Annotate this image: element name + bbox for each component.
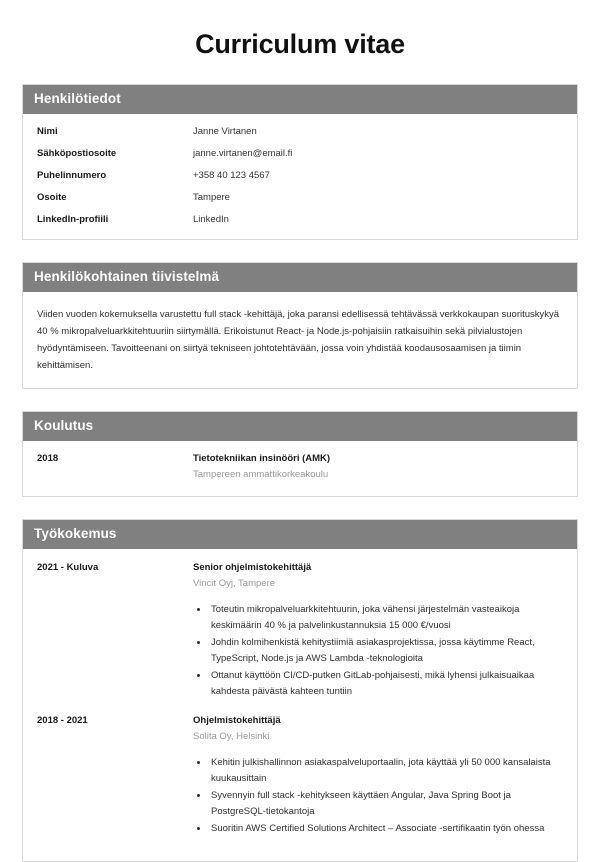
info-label: Osoite: [37, 191, 67, 203]
entry-date: 2021 - Kuluva: [37, 562, 99, 574]
work-experience-card: [22, 519, 578, 862]
info-value: Janne Virtanen: [193, 125, 257, 137]
page-title: Curriculum vitae: [195, 29, 405, 59]
work-experience-body: [23, 549, 577, 861]
info-value: Tampere: [193, 191, 230, 203]
info-row: [37, 148, 565, 159]
entry-bullet-list: [193, 602, 565, 700]
info-label: Puhelinnumero: [37, 169, 107, 181]
list-item: • Johdin kolmihenkistä kehitystiimiä asiakasprojektissa, jossa käytimme React, TypeScript, Node.js ja AWS Lambda -teknologioita: [209, 635, 565, 667]
summary-text: Viiden vuoden kokemuksella varustettu full stack -kehittäjä, joka paransi edellisessä tehtävässä verkkokaupan suorituskykyä 40 % mikropalveluarkkitehtuuriin siirtymällä. Erikoistunut React- ja Node.js-pohjaisiin ratkaisuihin sekä pilvialustojen hyödyntämiseen. Tavoitteenani on siirtyä tekniseen johtotehtävään, jossa voin yhdistää koodausosaamisen ja tiimin kehittämisen.: [37, 309, 560, 372]
entry-detail: [193, 561, 565, 710]
list-item: • Suoritin AWS Certified Solutions Architect – Associate -sertifikaatin työn ohessa: [209, 821, 565, 837]
education-body: [23, 441, 577, 496]
summary-card: [22, 262, 578, 389]
list-item: • Syvennyin full stack -kehitykseen käyttäen Angular, Java Spring Boot ja PostgreSQL-tietokantoja: [209, 788, 565, 820]
entry-title: Senior ohjelmistokehittäjä: [193, 562, 312, 574]
info-row: [37, 170, 565, 181]
info-row: [37, 214, 565, 225]
list-item: • Toteutin mikropalveluarkkitehtuurin, joka vähensi järjestelmän vasteaikoja keskimäärin 40 % ja palvelinkustannuksia 15 000 €/vuosi: [209, 602, 565, 634]
info-row: [37, 126, 565, 137]
work-entry: [37, 561, 565, 710]
section-header-personal-info: Henkilötiedot: [23, 85, 577, 114]
section-header-summary: Henkilökohtainen tiivistelmä: [23, 263, 577, 292]
summary-body: [23, 292, 577, 388]
education-entry: [37, 452, 565, 483]
list-item: • Kehitin julkishallinnon asiakaspalveluportaalin, jota käyttää yli 50 000 kansalaista kuukausittain: [209, 755, 565, 787]
info-value: janne.virtanen@email.fi: [193, 147, 293, 159]
entry-organization: Tampereen ammattikorkeakoulu: [193, 469, 329, 481]
info-label: LinkedIn-profiili: [37, 213, 109, 225]
entry-detail: [193, 714, 565, 847]
info-row: [37, 192, 565, 203]
entry-detail: [193, 452, 565, 483]
section-header-work-experience: Työkokemus: [23, 520, 577, 549]
personal-info-card: [22, 84, 578, 240]
info-label: Nimi: [37, 125, 58, 137]
list-item: • Ottanut käyttöön CI/CD-putken GitLab-pohjaisesti, mikä lyhensi julkaisuaikaa kahdesta päivästä kahteen tuntiin: [209, 668, 565, 700]
entry-date: 2018 - 2021: [37, 715, 88, 727]
entry-date: 2018: [37, 453, 59, 465]
entry-organization: Vincit Oyj, Tampere: [193, 578, 276, 590]
section-header-education: Koulutus: [23, 412, 577, 441]
education-card: [22, 411, 578, 497]
info-value-linkedin: LinkedIn: [193, 213, 229, 225]
personal-info-body: [23, 114, 577, 239]
entry-title: Tietotekniikan insinööri (AMK): [193, 453, 331, 465]
work-entry: [37, 714, 565, 847]
entry-organization: Solita Oy, Helsinki: [193, 731, 270, 743]
entry-title: Ohjelmistokehittäjä: [193, 715, 281, 727]
info-value: +358 40 123 4567: [193, 169, 270, 181]
entry-bullet-list: [193, 755, 565, 837]
info-label: Sähköpostiosoite: [37, 147, 117, 159]
